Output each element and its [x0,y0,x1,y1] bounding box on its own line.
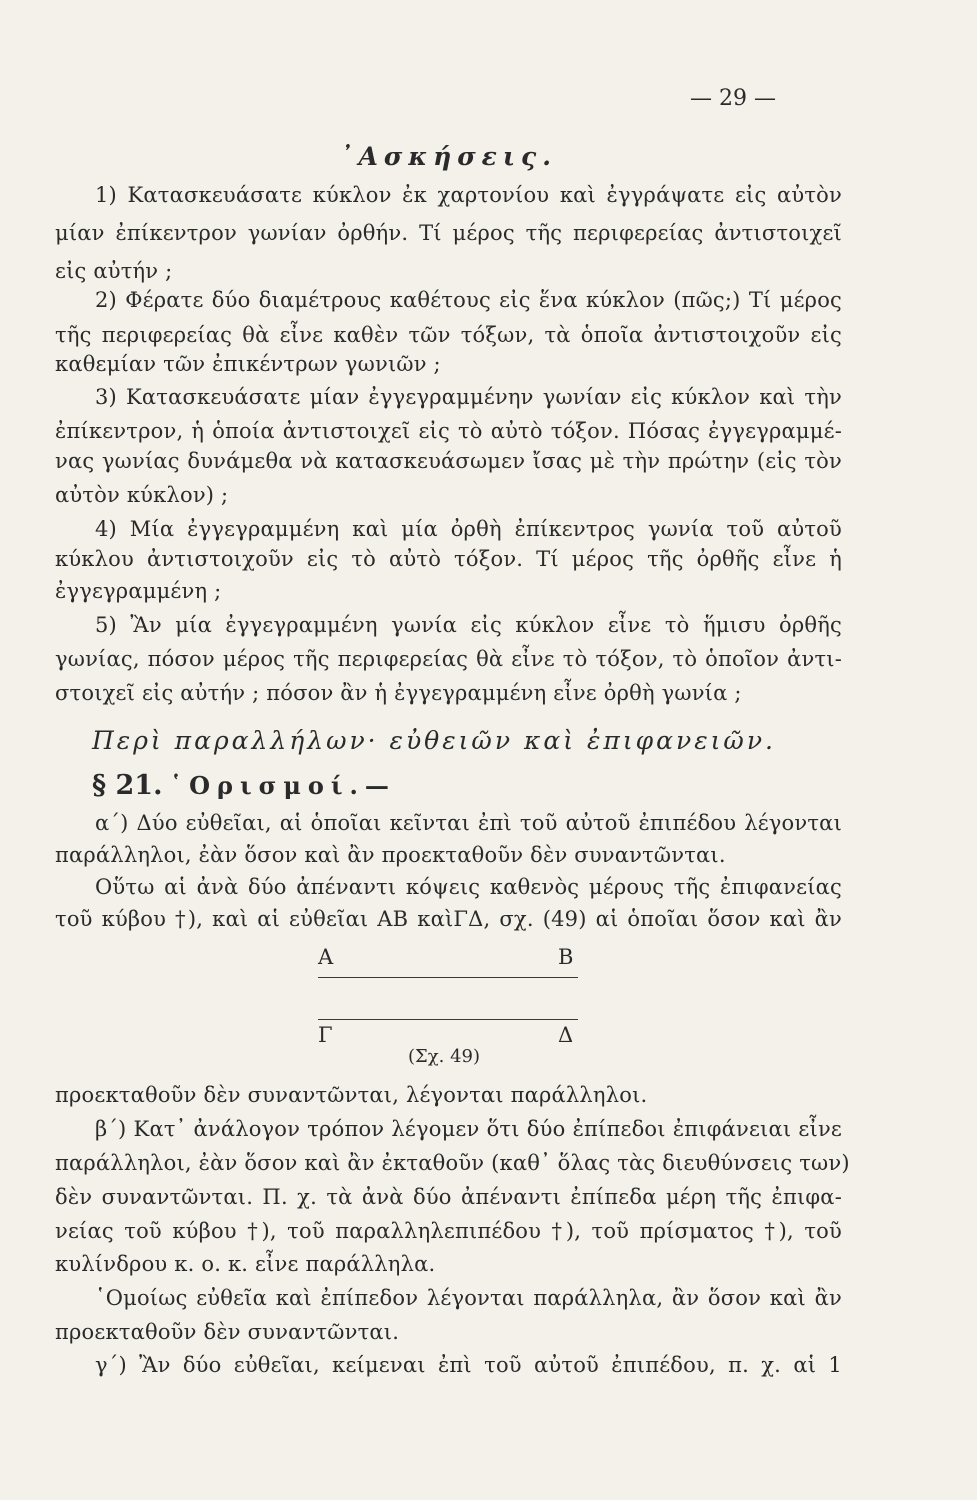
text-line: γωνίας, πόσον μέρος τῆς περιφερείας θὰ εἶνε τὸ τόξον, τὸ ὁποῖον ἀντι- [55,647,842,671]
text-line: δὲν συναντῶνται. Π. χ. τὰ ἀνὰ δύο ἀπέναντι ἐπίπεδα μέρη τῆς ἐπιφα- [55,1185,842,1209]
text-line: κύκλου ἀντιστοιχοῦν εἰς τὸ αὐτὸ τόξον. Τί μέρος τῆς ὀρθῆς εἶνε ἡ [55,547,842,571]
text-line: ἐγγεγραμμένη ; [55,579,222,603]
text-line: προεκταθοῦν δὲν συναντῶνται. [55,1320,400,1344]
section-heading [92,770,396,801]
label-a: Α [318,945,334,969]
text-line: τοῦ κύβου †), καὶ αἱ εὐθεῖαι ΑΒ καὶΓΔ, σχ. (49) αἱ ὁποῖαι ὅσον καὶ ἂν [55,907,842,931]
text-line: κυλίνδρου κ. ο. κ. εἶνε παράλληλα. [55,1252,436,1276]
text-line: 5) Ἂν μία ἐγγεγραμμένη γωνία εἰς κύκλον εἶνε τὸ ἥμισυ ὀρθῆς [95,613,842,637]
text-line: 1) Κατασκευάσατε κύκλον ἐκ χαρτονίου καὶ ἐγγράψατε εἰς αὐτὸν [95,183,842,207]
text-line: 3) Κατασκευάσατε μίαν ἐγγεγραμμένην γωνίαν εἰς κύκλον καὶ τὴν [95,385,842,409]
text-line: ῾Ομοίως εὐθεῖα καὶ ἐπίπεδον λέγονται παράλληλα, ἂν ὅσον καὶ ἂν [95,1286,842,1310]
text-line: ἐπίκεντρον, ἡ ὁποία ἀντιστοιχεῖ εἰς τὸ αὐτὸ τόξον. Πόσας ἐγγεγραμμέ- [55,419,842,443]
section-title: ῾Ορισμοί.— [170,771,396,800]
label-b: Β [558,945,574,969]
label-g: Γ [318,1023,333,1047]
figure-caption: (Σχ. 49) [408,1046,481,1067]
line-ab [318,977,578,978]
text-line: 4) Μία ἐγγεγραμμένη καὶ μία ὀρθὴ ἐπίκεντρος γωνία τοῦ αὐτοῦ [95,517,842,541]
text-line: 2) Φέρατε δύο διαμέτρους καθέτους εἰς ἕνα κύκλον (πῶς;) Τί μέρος [95,288,842,312]
text-line: νας γωνίας δυνάμεθα νὰ κατασκευάσωμεν ἴσας μὲ τὴν πρώτην (εἰς τὸν [55,449,842,473]
text-line: στοιχεῖ εἰς αὐτήν ; πόσον ἂν ἡ ἐγγεγραμμένη εἶνε ὀρθὴ γωνία ; [55,681,742,705]
chapter-subheading: Περὶ παραλλήλων· εὐθειῶν καὶ ἐπιφανειῶν. [92,726,776,755]
text-line: εἰς αὐτήν ; [55,259,173,283]
label-d: Δ [558,1023,574,1047]
text-line: αὐτὸν κύκλον) ; [55,483,229,507]
text-line: τῆς περιφερείας θὰ εἶνε καθὲν τῶν τόξων, τὰ ὁποῖα ἀντιστοιχοῦν εἰς [55,323,842,347]
text-line: γ΄) Ἂν δύο εὐθεῖαι, κείμεναι ἐπὶ τοῦ αὐτοῦ ἐπιπέδου, π. χ. αἱ 1 [95,1353,842,1377]
text-line: β΄) Κατ᾿ ἀνάλογον τρόπον λέγομεν ὅτι δύο ἐπίπεδοι ἐπιφάνειαι εἶνε [95,1117,842,1141]
text-line: παράλληλοι, ἐὰν ὅσον καὶ ἂν ἐκταθοῦν (καθ᾿ ὅλας τὰς διευθύνσεις των) [55,1151,850,1175]
section-number: § 21. [92,770,163,801]
line-gd [318,1019,578,1020]
exercises-heading: ᾿Ασκήσεις. [340,142,557,171]
page-number: — 29 — [690,86,776,111]
text-line: καθεμίαν τῶν ἐπικέντρων γωνιῶν ; [55,352,441,376]
text-line: προεκταθοῦν δὲν συναντῶνται, λέγονται παράλληλοι. [55,1083,648,1107]
text-line: α΄) Δύο εὐθεῖαι, αἱ ὁποῖαι κεῖνται ἐπὶ τοῦ αὐτοῦ ἐπιπέδου λέγονται [95,811,842,835]
text-line: νείας τοῦ κύβου †), τοῦ παραλληλεπιπέδου †), τοῦ πρίσματος †), τοῦ [55,1219,842,1243]
text-line: Οὕτω αἱ ἀνὰ δύο ἀπέναντι κόψεις καθενὸς μέρους τῆς ἐπιφανείας [95,875,842,899]
text-line: παράλληλοι, ἐὰν ὅσον καὶ ἂν προεκταθοῦν δὲν συναντῶνται. [55,843,726,867]
text-line: μίαν ἐπίκεντρον γωνίαν ὀρθήν. Τί μέρος τῆς περιφερείας ἀντιστοιχεῖ [55,221,842,245]
